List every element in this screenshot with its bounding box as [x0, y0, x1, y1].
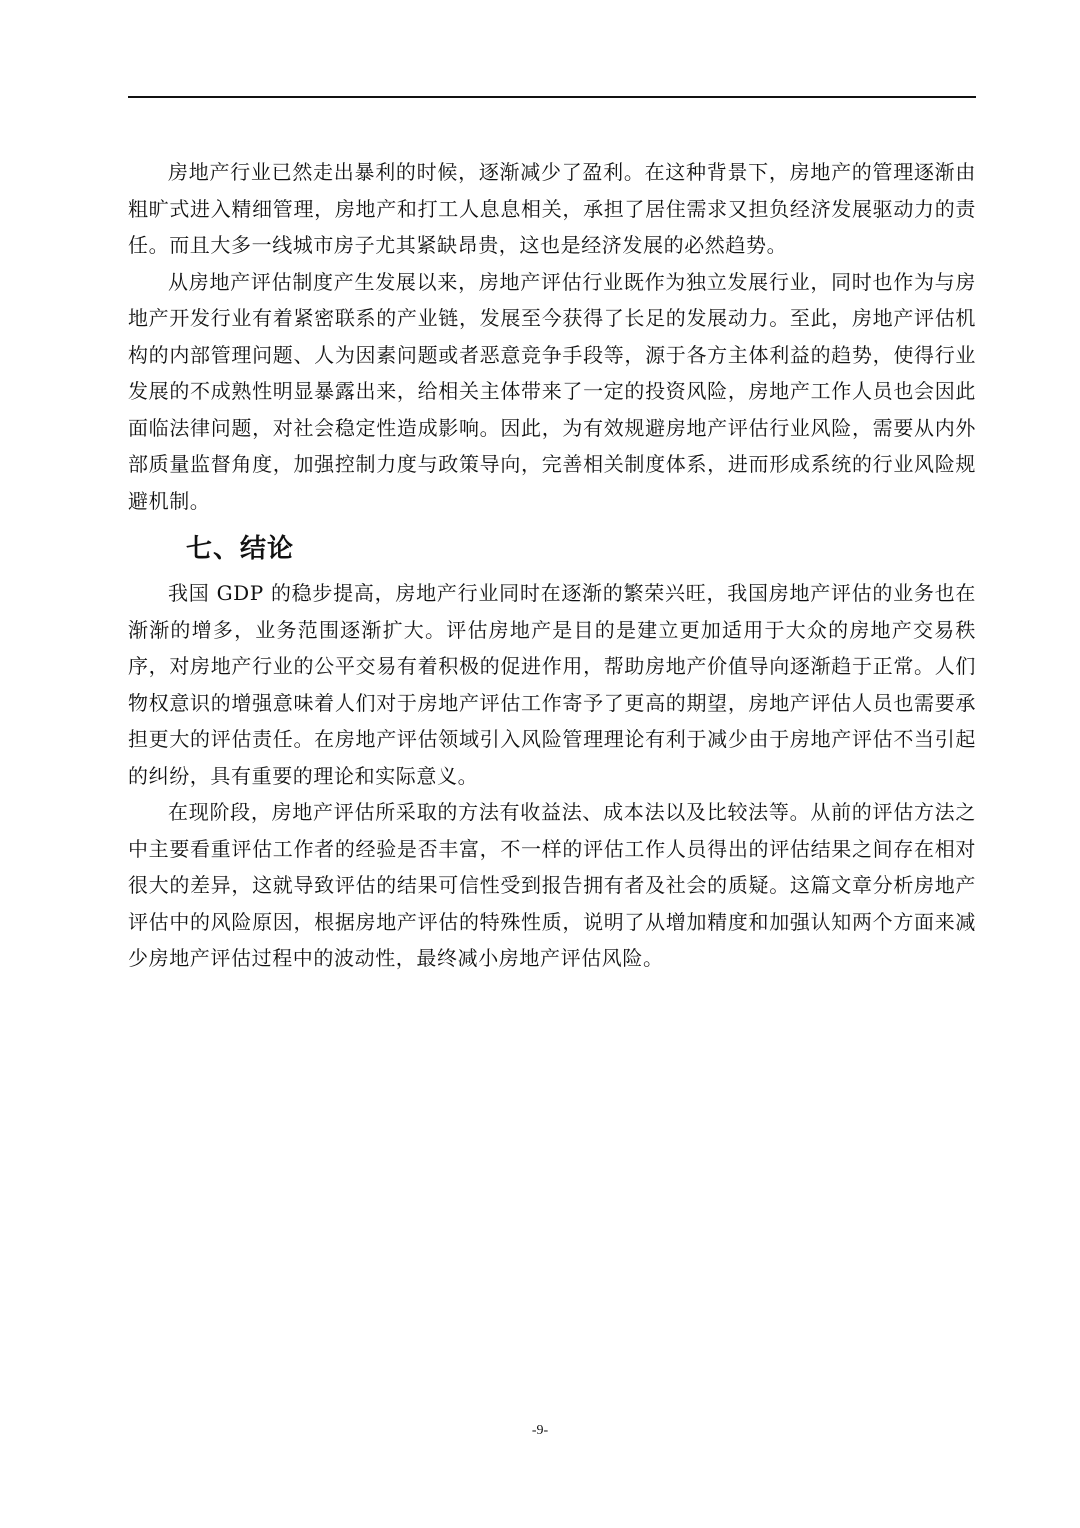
section-heading-conclusion: 七、结论: [186, 534, 295, 564]
document-body: [128, 154, 976, 977]
paragraph-appraisal-risk: 从房地产评估制度产生发展以来，房地产评估行业既作为独立发展行业，同时也作为与房地产开发行业有着紧密联系的产业链，发展至今获得了长足的发展动力。至此，房地产评估机构的内部管理问题、人为因素问题或者恶意竞争手段等，源于各方主体利益的趋势，使得行业发展的不成熟性明显暴露出来，给相关主体带来了一定的投资风险，房地产工作人员也会因此面临法律问题，对社会稳定性造成影响。因此，为有效规避房地产评估行业风险，需要从内外部质量监督角度，加强控制力度与政策导向，完善相关制度体系，进而形成系统的行业风险规避机制。: [128, 269, 976, 513]
paragraph-conclusion-significance: 我国 GDP 的稳步提高，房地产行业同时在逐渐的繁荣兴旺，我国房地产评估的业务也在渐渐的增多，业务范围逐渐扩大。评估房地产是目的是建立更加适用于大众的房地产交易秩序，对房地产行业的公平交易有着积极的促进作用，帮助房地产价值导向逐渐趋于正常。人们物权意识的增强意味着人们对于房地产评估工作寄予了更高的期望，房地产评估人员也需要承担更大的评估责任。在房地产评估领域引入风险管理理论有利于减少由于房地产评估不当引起的纠纷，具有重要的理论和实际意义。: [128, 581, 976, 788]
paragraph-conclusion-methods: 在现阶段，房地产评估所采取的方法有收益法、成本法以及比较法等。从前的评估方法之中主要看重评估工作者的经验是否丰富，不一样的评估工作人员得出的评估结果之间存在相对很大的差异，这就导致评估的结果可信性受到报告拥有者及社会的质疑。这篇文章分析房地产评估中的风险原因，根据房地产评估的特殊性质，说明了从增加精度和加强认知两个方面来减少房地产评估过程中的波动性，最终减小房地产评估风险。: [128, 800, 976, 970]
paragraph-industry-background: 房地产行业已然走出暴利的时候，逐渐减少了盈利。在这种背景下，房地产的管理逐渐由粗旷式进入精细管理，房地产和打工人息息相关，承担了居住需求又担负经济发展驱动力的责任。而且大多一线城市房子尤其紧缺昂贵，这也是经济发展的必然趋势。: [128, 160, 976, 257]
header-rule: [128, 96, 976, 98]
page-number: -9-: [531, 1423, 549, 1438]
